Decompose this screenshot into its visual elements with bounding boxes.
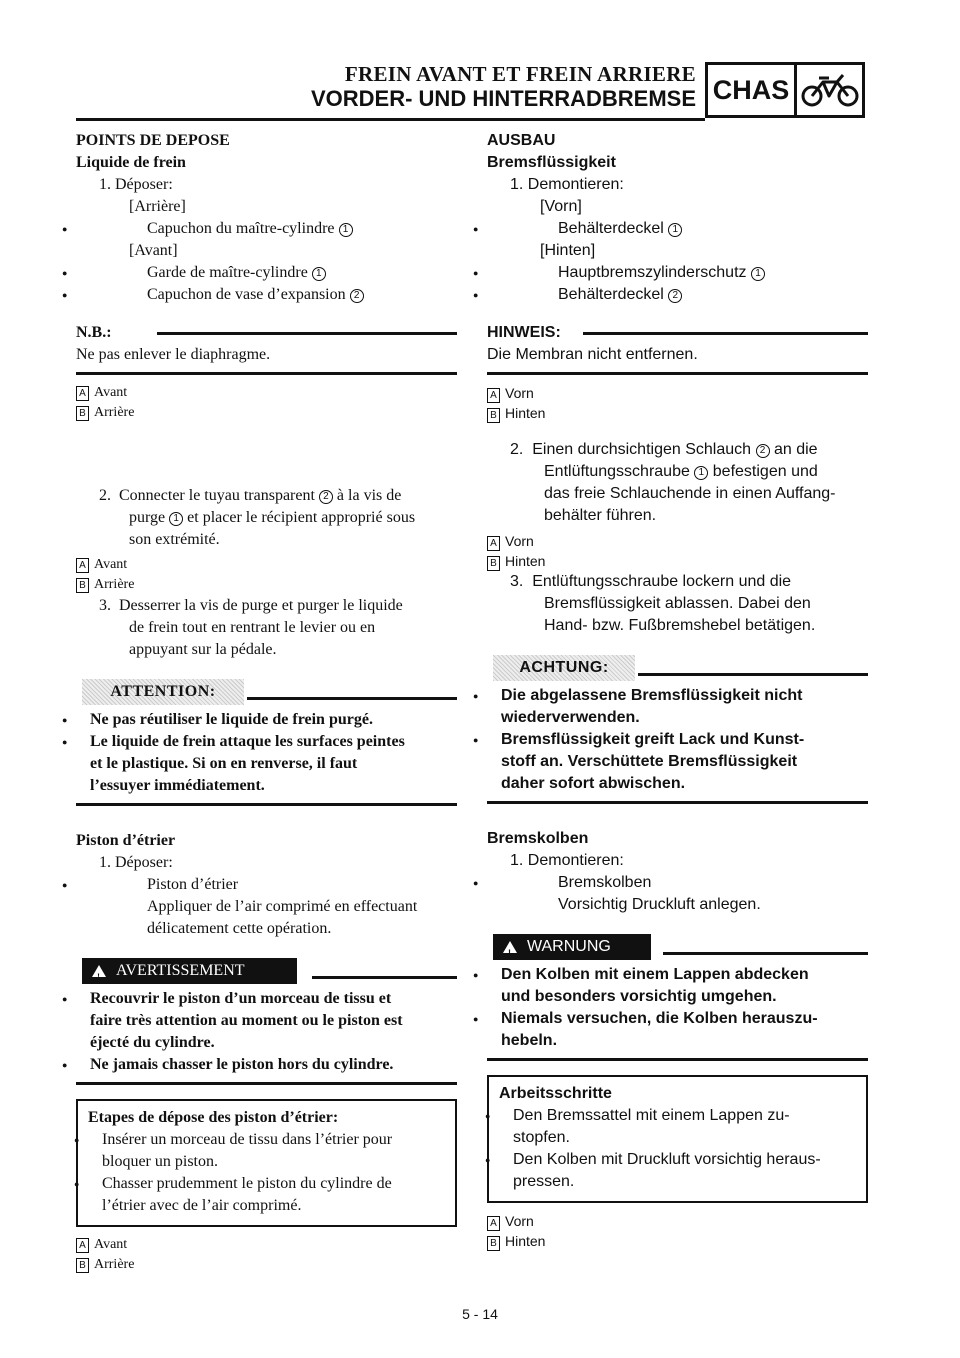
step-text: Entlüftungsschraube 1 befestigen und [544, 463, 818, 480]
warning-item: und besonders vorsichtig umgehen. [501, 988, 777, 1005]
warning-icon [503, 941, 517, 953]
procedure-item: stopfen. [513, 1129, 570, 1146]
column-german [487, 130, 868, 1251]
header-title-de: VORDER- UND HINTERRADBREMSE [310, 86, 696, 111]
warning-header: ! WARNUNG [487, 932, 868, 964]
header-title-fr: FREIN AVANT ET FREIN ARRIERE [344, 62, 696, 86]
location-label: [Vorn] [540, 198, 582, 215]
header-rule [76, 118, 705, 121]
section-heading: AUSBAU [487, 132, 556, 149]
step-text: Appliquer de l’air comprimé en effectuant [147, 898, 418, 915]
list-item: ● Behälterdeckel 2 [487, 284, 868, 306]
step-text: purge 1 et placer le récipient approprié sous [129, 509, 416, 526]
list-item: ● Garde de maître-cylindre 1 [76, 262, 457, 284]
step-text: 1. Demontieren: [510, 852, 624, 869]
attention-item: ● Ne pas réutiliser le liquide de frein purgé. [76, 709, 457, 731]
attention-item: wiederverwenden. [501, 709, 640, 726]
legend-item: B Arrière [76, 575, 457, 595]
list-item: ● Hauptbremszylinderschutz 1 [487, 262, 868, 284]
attention-item: et le plastique. Si on en renverse, il faut [90, 755, 358, 772]
subheading: Liquide de frein [76, 154, 186, 171]
section-badge-label: CHAS [708, 65, 797, 115]
attention-item: daher sofort abwischen. [501, 775, 686, 792]
procedure-item: pressen. [513, 1173, 575, 1190]
step-text: Bremsflüssigkeit ablassen. Dabei den [544, 595, 811, 612]
location-label: [Arrière] [129, 198, 186, 215]
attention-rule [76, 803, 457, 806]
procedure-item: ● Chasser prudemment le piston du cylindre de [88, 1173, 445, 1195]
legend-item: A Avant [76, 1235, 457, 1255]
location-label: [Avant] [129, 242, 178, 259]
step-text: das freie Schlauchende in einen Auffang- [544, 485, 836, 502]
step-text: 3. Desserrer la vis de purge et purger le liquide [99, 597, 403, 614]
procedure-box [76, 1099, 457, 1227]
step-text: Hand- bzw. Fußbremshebel betätigen. [544, 617, 816, 634]
legend-item: A Vorn [487, 383, 868, 403]
warning-item: ● Niemals versuchen, die Kolben herauszu- [487, 1008, 868, 1030]
list-item: ● Capuchon de vase d’expansion 2 [76, 284, 457, 306]
legend-item: B Hinten [487, 551, 868, 571]
procedure-item: ● Insérer un morceau de tissu dans l’étrier pour [88, 1129, 445, 1151]
step-text: 3. Entlüftungsschraube lockern und die [510, 573, 792, 590]
warning-icon [92, 965, 106, 977]
attention-item: ● Bremsflüssigkeit greift Lack und Kunst- [487, 729, 868, 751]
subheading: Bremskolben [487, 830, 589, 847]
legend-item: B Arrière [76, 1255, 457, 1275]
legend-item: B Arrière [76, 403, 457, 423]
subheading: Bremsflüssigkeit [487, 154, 616, 171]
column-french [76, 130, 457, 1275]
subheading: Piston d’étrier [76, 832, 176, 849]
attention-item: l’essuyer immédiatement. [90, 777, 265, 794]
list-item: ● Behälterdeckel 1 [487, 218, 868, 240]
section-heading: POINTS DE DEPOSE [76, 132, 230, 149]
list-item: ● Piston d’étrier [76, 874, 457, 896]
step-text: 2. Einen durchsichtigen Schlauch 2 an die [510, 441, 818, 458]
motorcycle-icon [797, 65, 862, 115]
warning-rule [76, 1082, 457, 1085]
page-number: 5 - 14 [462, 1306, 498, 1322]
attention-item: ● Die abgelassene Bremsflüssigkeit nicht [487, 685, 868, 707]
step-text: 1. Déposer: [99, 176, 173, 193]
warning-item: hebeln. [501, 1032, 558, 1049]
legend-item: B Hinten [487, 403, 868, 423]
attention-header: ATTENTION: [76, 677, 457, 709]
legend-item: A Avant [76, 555, 457, 575]
list-item: ● Bremskolben [487, 872, 868, 894]
note-text: Ne pas enlever le diaphragme. [76, 346, 271, 363]
note-rule [487, 372, 868, 375]
procedure-item: bloquer un piston. [102, 1153, 218, 1170]
note-header: HINWEIS: [487, 320, 868, 344]
step-text: Vorsichtig Druckluft anlegen. [558, 896, 761, 913]
section-badge [705, 62, 865, 118]
warning-item: ● Ne jamais chasser le piston hors du cylindre. [76, 1054, 457, 1076]
legend-item: A Vorn [487, 531, 868, 551]
warning-item: éjecté du cylindre. [90, 1034, 215, 1051]
step-text: 1. Déposer: [99, 854, 173, 871]
step-text: 2. Connecter le tuyau transparent 2 à la vis de [99, 487, 402, 504]
procedure-title: Etapes de dépose des piston d’étrier: [88, 1109, 339, 1126]
step-text: behälter führen. [544, 507, 657, 524]
location-label: [Hinten] [540, 242, 596, 259]
warning-item: ● Recouvrir le piston d’un morceau de tissu et [76, 988, 457, 1010]
step-text: appuyant sur la pédale. [129, 641, 277, 658]
warning-item: faire très attention au moment ou le piston est [90, 1012, 403, 1029]
attention-header: ACHTUNG: [487, 653, 868, 685]
procedure-title: Arbeitsschritte [499, 1085, 612, 1102]
step-text: de frein tout en rentrant le levier ou en [129, 619, 376, 636]
attention-item: stoff an. Verschüttete Bremsflüssigkeit [501, 753, 798, 770]
procedure-item: ● Den Kolben mit Druckluft vorsichtig heraus- [499, 1149, 856, 1171]
attention-item: ● Le liquide de frein attaque les surfaces peintes [76, 731, 457, 753]
legend-item: A Avant [76, 383, 457, 403]
step-text: 1. Demontieren: [510, 176, 624, 193]
legend-item: A Vorn [487, 1211, 868, 1231]
list-item: ● Capuchon du maître-cylindre 1 [76, 218, 457, 240]
procedure-item: ● Den Bremssattel mit einem Lappen zu- [499, 1105, 856, 1127]
procedure-item: l’étrier avec de l’air comprimé. [102, 1197, 302, 1214]
note-header: N.B.: [76, 320, 457, 344]
note-rule [76, 372, 457, 375]
legend-item: B Hinten [487, 1231, 868, 1251]
warning-rule [487, 1058, 868, 1061]
warning-header: ! AVERTISSEMENT [76, 956, 457, 988]
procedure-box [487, 1075, 868, 1203]
step-text: délicatement cette opération. [147, 920, 332, 937]
attention-rule [487, 801, 868, 804]
step-text: son extrémité. [129, 531, 220, 548]
note-text: Die Membran nicht entfernen. [487, 346, 698, 363]
warning-item: ● Den Kolben mit einem Lappen abdecken [487, 964, 868, 986]
